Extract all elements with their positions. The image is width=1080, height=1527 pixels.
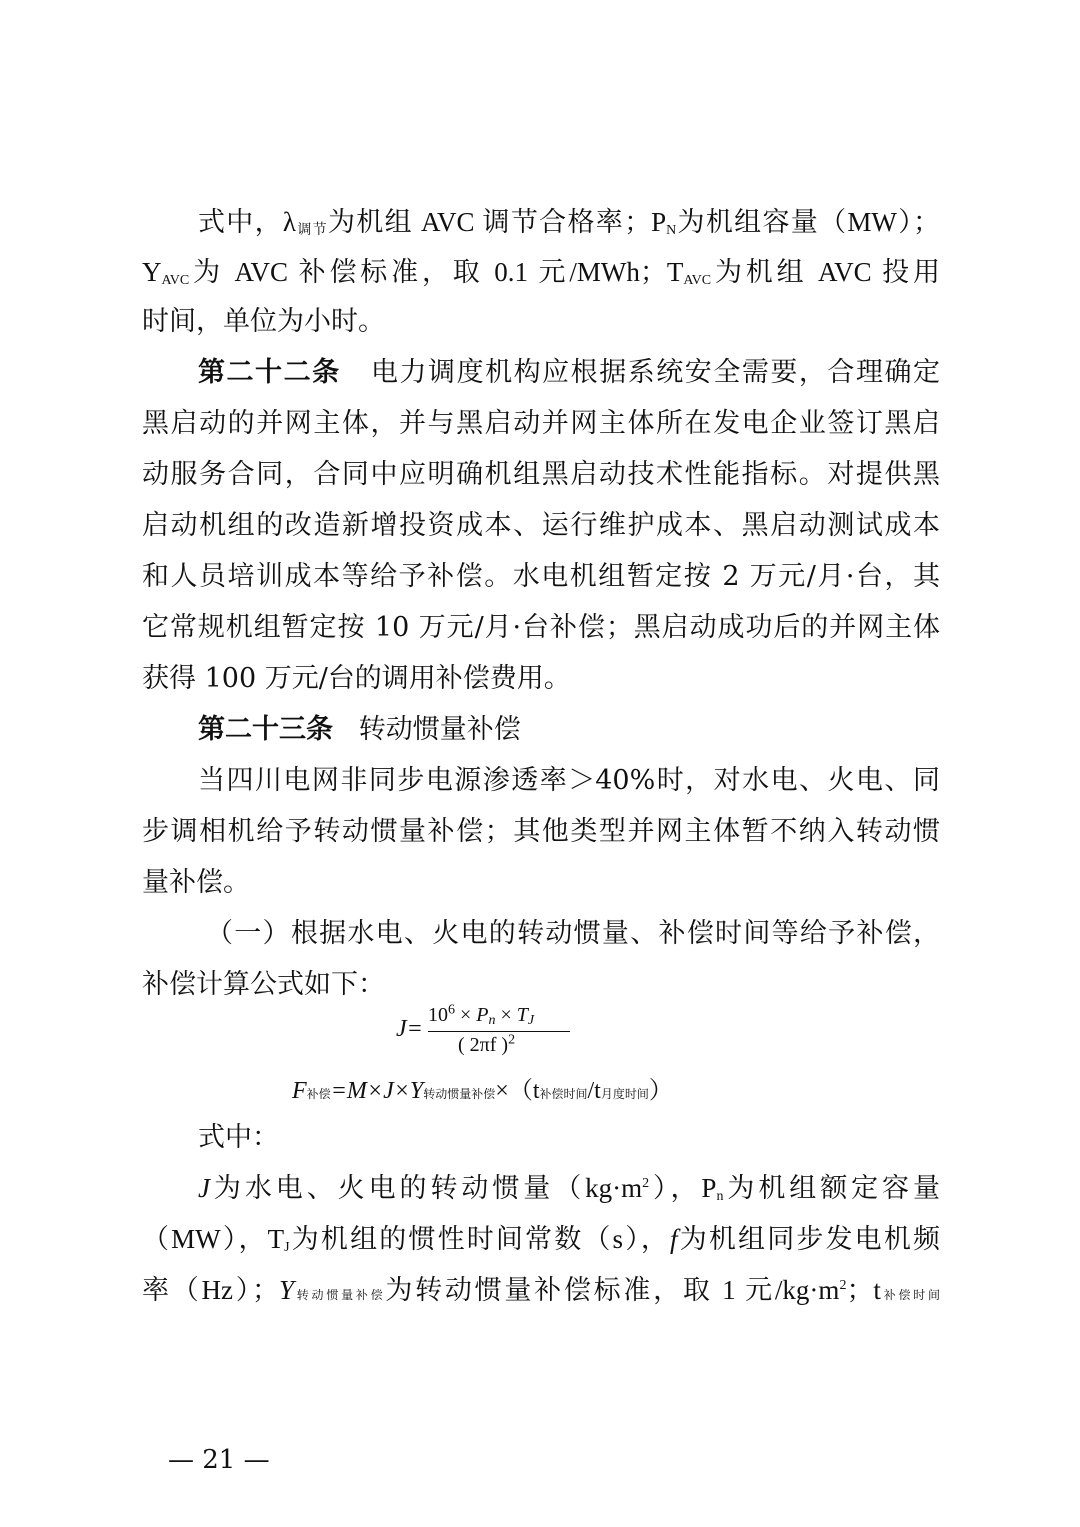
text-line-7: 启动机组的改造新增投资成本、运行维护成本、黑启动测试成本: [142, 510, 940, 541]
text-line-15: （一）根据水电、火电的转动惯量、补偿时间等给予补偿，: [206, 918, 940, 949]
text-line-1: 式中，$\lambda_{调节}$为机组 AVC 调节合格率；$P_N$为机组容量（MW）；: [198, 207, 941, 238]
article-22-line: 第二十二条 电力调度机构应根据系统安全需要，合理确定: [198, 357, 941, 388]
text-line-9: 它常规机组暂定按 10 万元/月·台补偿；黑启动成功后的并网主体: [142, 612, 940, 643]
text-line-20: 率（Hz）；Y转动惯量补偿为转动惯量补偿标准，取 1 元$/kg\cdot m^2$；t补偿时间: [142, 1275, 940, 1305]
article-23-title: 第二十三条: [198, 714, 333, 745]
text-line-14: 量补偿。: [142, 867, 250, 898]
text-line-19: （MW），$T_J$为机组的惯性时间常数（s），f为机组同步发电机频: [142, 1224, 941, 1255]
formula-j-denominator: ( 2πf )$^2$: [458, 1032, 516, 1056]
text-line-8: 和人员培训成本等给予补偿。水电机组暂定按 2 万元/月·台，其: [142, 561, 940, 592]
text-line-13: 步调相机给予转动惯量补偿；其他类型并网主体暂不纳入转动惯: [142, 816, 940, 847]
text-line-16: 补偿计算公式如下：: [142, 969, 385, 1000]
article-23-line: 第二十三条 转动惯量补偿: [198, 714, 521, 745]
text-line-3: 时间，单位为小时。: [142, 306, 385, 337]
text-line-18: J为水电、火电的转动惯量$(kg\cdot m^2)$，$P_n$为机组额定容量: [198, 1173, 940, 1204]
text-line-5: 黑启动的并网主体，并与黑启动并网主体所在发电企业签订黑启: [142, 408, 940, 439]
text-line-6: 动服务合同，合同中应明确机组黑启动技术性能指标。对提供黑: [142, 459, 940, 490]
fraction-bar: [428, 1031, 570, 1032]
page-number: — 21 —: [168, 1445, 270, 1475]
text-line-12: 当四川电网非同步电源渗透率＞40%时，对水电、火电、同: [198, 765, 940, 796]
formula-j-lhs: J=: [396, 1016, 423, 1042]
text-line-10: 获得 100 万元/台的调用补偿费用。: [142, 663, 571, 694]
formula-f: F补偿=M×J×Y转动惯量补偿×（t补偿时间/t月度时间）: [292, 1078, 673, 1104]
article-22-title: 第二十二条: [198, 357, 341, 388]
formula-j-numerator: $10^6 \times P_n \times T_J$: [428, 1002, 535, 1028]
text-line-2: $Y_{AVC}$为 AVC 补偿标准，取 0.1 元/MWh；$T_{AVC}$为机组 AVC 投用: [142, 257, 941, 288]
text-line-17: 式中：: [198, 1122, 279, 1153]
